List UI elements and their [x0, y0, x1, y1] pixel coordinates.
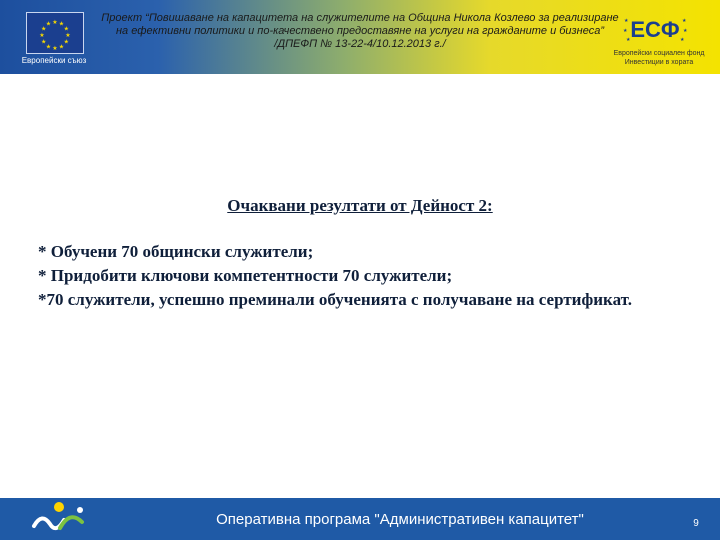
- svg-text:★: ★: [680, 37, 685, 43]
- svg-text:★: ★: [626, 37, 631, 43]
- esf-logo-text: ЕСФ: [630, 17, 680, 42]
- svg-text:★: ★: [41, 38, 47, 46]
- list-item: * Обучени 70 общински служители;: [38, 242, 314, 261]
- list-item: * Придобити ключови компетентности 70 служители;: [38, 266, 453, 285]
- svg-text:★: ★: [45, 20, 52, 28]
- svg-text:★: ★: [63, 38, 69, 46]
- header-band: [0, 0, 720, 74]
- project-line-3: /ДПЕФП № 13-22-4/10.12.2013 г./: [274, 38, 446, 50]
- op-logo-icon: [30, 500, 88, 538]
- project-line-1: Проект “Повишаване на капацитета на служителите на Община Никола Козлево за реализиране: [101, 12, 619, 24]
- footer-band: [0, 498, 720, 540]
- list-item: *70 служители, успешно преминали обученията с получаване на сертификат.: [38, 290, 632, 309]
- esf-logo: [606, 10, 712, 70]
- svg-text:★: ★: [623, 28, 628, 34]
- svg-text:★: ★: [41, 25, 47, 33]
- svg-text:★: ★: [39, 32, 45, 39]
- svg-text:★: ★: [65, 32, 71, 39]
- svg-text:★: ★: [52, 19, 58, 26]
- project-description: [100, 12, 620, 51]
- eu-logo: [8, 8, 96, 70]
- esf-logo-icon: [620, 12, 690, 46]
- page-number: 9: [693, 518, 699, 529]
- svg-text:★: ★: [63, 25, 69, 33]
- svg-text:★: ★: [58, 20, 65, 28]
- svg-text:★: ★: [58, 43, 65, 51]
- svg-text:★: ★: [683, 28, 688, 34]
- svg-text:★: ★: [624, 18, 629, 24]
- project-line-2: на ефективни политики и по-качествено предоставяне на услуги на гражданите и бизнеса”: [115, 25, 604, 37]
- results-list: [38, 240, 698, 312]
- footer-program-text: Оперативна програма "Административен капацитет": [216, 511, 584, 528]
- esf-label-line-1: Европейски социален фонд: [613, 50, 705, 57]
- svg-text:★: ★: [682, 18, 687, 24]
- slide-title: Очаквани резултати от Дейност 2:: [227, 196, 493, 215]
- svg-text:★: ★: [45, 43, 52, 51]
- esf-label-line-2: Инвестиции в хората: [624, 59, 694, 66]
- svg-text:★: ★: [52, 45, 58, 52]
- eu-flag-icon: [26, 12, 84, 54]
- eu-label: Европейски съюз: [21, 56, 87, 65]
